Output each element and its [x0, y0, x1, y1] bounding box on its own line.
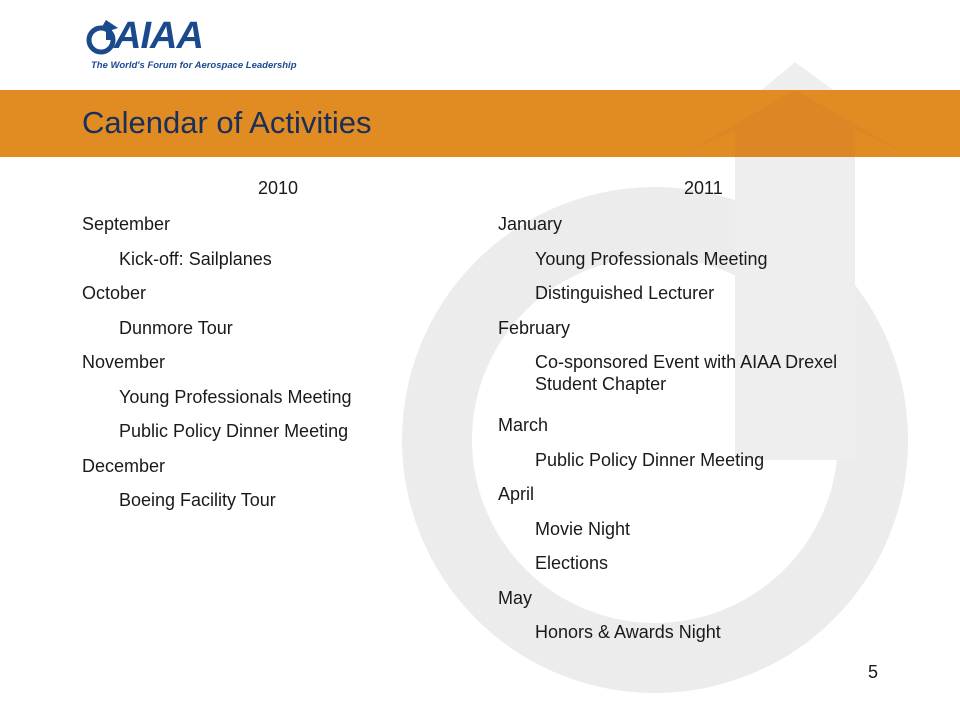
event-item: Honors & Awards Night: [535, 622, 721, 642]
event-item: Movie Night: [535, 519, 631, 539]
month-label: April: [498, 484, 535, 504]
event-item: Kick-off: Sailplanes: [119, 249, 272, 269]
page-number: 5: [868, 662, 879, 682]
slide-title: Calendar of Activities: [82, 105, 372, 140]
aiaa-logo: [86, 14, 297, 78]
event-item: Young Professionals Meeting: [119, 387, 352, 407]
month-label: May: [498, 588, 533, 608]
event-item: Dunmore Tour: [119, 318, 233, 338]
month-label: January: [498, 214, 563, 234]
event-item: Young Professionals Meeting: [535, 249, 768, 269]
month-label: November: [82, 352, 166, 372]
month-label: March: [498, 415, 549, 435]
logo-tagline: The World's Forum for Aerospace Leadership: [91, 60, 297, 71]
event-item: Co-sponsored Event with AIAA Drexel Student Chapter: [535, 352, 838, 394]
event-item: Public Policy Dinner Meeting: [119, 421, 349, 441]
event-item: Boeing Facility Tour: [119, 490, 276, 510]
month-label: December: [82, 456, 166, 476]
event-item: Distinguished Lecturer: [535, 283, 715, 303]
year-heading: 2011: [684, 178, 723, 198]
event-item: Public Policy Dinner Meeting: [535, 450, 765, 470]
logo-wordmark: AIAA: [114, 15, 203, 57]
month-label: February: [498, 318, 571, 338]
month-label: October: [82, 283, 147, 303]
year-heading: 2010: [258, 178, 299, 198]
month-label: September: [82, 214, 171, 234]
event-item: Elections: [535, 553, 609, 573]
